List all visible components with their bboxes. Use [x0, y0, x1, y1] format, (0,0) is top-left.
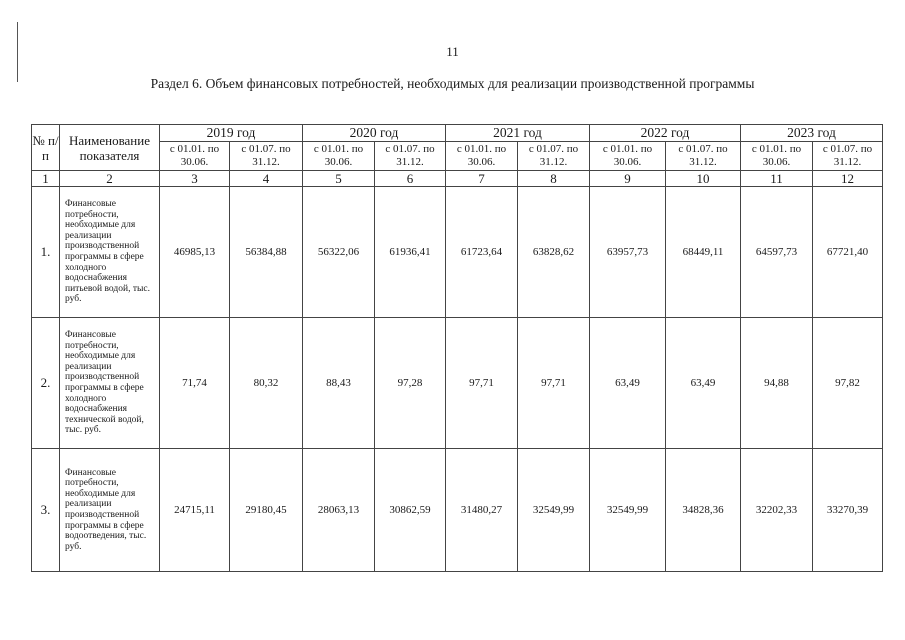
row-value: 63,49	[666, 318, 741, 449]
row-value: 32202,33	[741, 449, 813, 572]
header-year: 2021 год	[446, 125, 590, 142]
row-value: 67721,40	[813, 187, 883, 318]
header-period: с 01.07. по 31.12.	[375, 142, 446, 171]
row-value: 33270,39	[813, 449, 883, 572]
row-value: 63828,62	[518, 187, 590, 318]
header-period: с 01.01. по 30.06.	[446, 142, 518, 171]
header-row-years	[32, 125, 883, 142]
row-value: 64597,73	[741, 187, 813, 318]
column-index: 4	[230, 171, 303, 187]
row-value: 97,28	[375, 318, 446, 449]
header-year: 2020 год	[303, 125, 446, 142]
row-value: 30862,59	[375, 449, 446, 572]
row-name: Финансовые потребности, необходимые для реализации производственной программы в сфере холодного водоснабжения питьевой водой, тыс. руб.	[60, 187, 160, 318]
column-index: 6	[375, 171, 446, 187]
row-value: 34828,36	[666, 449, 741, 572]
table-row	[32, 449, 883, 572]
header-period: с 01.07. по 31.12.	[518, 142, 590, 171]
financial-needs-table	[31, 124, 883, 572]
header-year: 2022 год	[590, 125, 741, 142]
column-index: 12	[813, 171, 883, 187]
table-row	[32, 187, 883, 318]
row-value: 71,74	[160, 318, 230, 449]
section-title: Раздел 6. Объем финансовых потребностей, необходимых для реализации производственной программы	[150, 76, 755, 91]
row-value: 46985,13	[160, 187, 230, 318]
row-value: 56384,88	[230, 187, 303, 318]
row-value: 56322,06	[303, 187, 375, 318]
column-index: 5	[303, 171, 375, 187]
row-number: 2.	[32, 318, 60, 449]
header-period: с 01.01. по 30.06.	[303, 142, 375, 171]
row-value: 24715,11	[160, 449, 230, 572]
header-period: с 01.01. по 30.06.	[160, 142, 230, 171]
column-index: 3	[160, 171, 230, 187]
row-value: 31480,27	[446, 449, 518, 572]
header-period: с 01.07. по 31.12.	[230, 142, 303, 171]
header-period: с 01.01. по 30.06.	[741, 142, 813, 171]
header-row-periods	[32, 142, 883, 171]
header-year: 2023 год	[741, 125, 883, 142]
column-index: 9	[590, 171, 666, 187]
header-year: 2019 год	[160, 125, 303, 142]
row-value: 63957,73	[590, 187, 666, 318]
row-value: 32549,99	[518, 449, 590, 572]
row-value: 88,43	[303, 318, 375, 449]
column-index: 8	[518, 171, 590, 187]
header-period: с 01.07. по 31.12.	[666, 142, 741, 171]
column-index: 11	[741, 171, 813, 187]
page-number: 11	[446, 44, 459, 59]
column-index: 2	[60, 171, 160, 187]
row-value: 32549,99	[590, 449, 666, 572]
row-value: 97,71	[518, 318, 590, 449]
column-index: 7	[446, 171, 518, 187]
row-name: Финансовые потребности, необходимые для реализации производственной программы в сфере холодного водоснабжения технической водой, тыс. руб.	[60, 318, 160, 449]
header-period: с 01.01. по 30.06.	[590, 142, 666, 171]
header-name: Наименование показателя	[60, 125, 160, 171]
row-value: 29180,45	[230, 449, 303, 572]
row-value: 61723,64	[446, 187, 518, 318]
column-index: 10	[666, 171, 741, 187]
row-value: 63,49	[590, 318, 666, 449]
row-value: 28063,13	[303, 449, 375, 572]
row-value: 68449,11	[666, 187, 741, 318]
row-value: 61936,41	[375, 187, 446, 318]
table-row	[32, 318, 883, 449]
row-number: 3.	[32, 449, 60, 572]
column-index: 1	[32, 171, 60, 187]
header-period: с 01.07. по 31.12.	[813, 142, 883, 171]
column-index-row	[32, 171, 883, 187]
row-number: 1.	[32, 187, 60, 318]
row-value: 80,32	[230, 318, 303, 449]
row-value: 97,82	[813, 318, 883, 449]
row-name: Финансовые потребности, необходимые для реализации производственной программы в сфере водоотведения, тыс. руб.	[60, 449, 160, 572]
header-num: № п/п	[32, 125, 60, 171]
row-value: 94,88	[741, 318, 813, 449]
row-value: 97,71	[446, 318, 518, 449]
